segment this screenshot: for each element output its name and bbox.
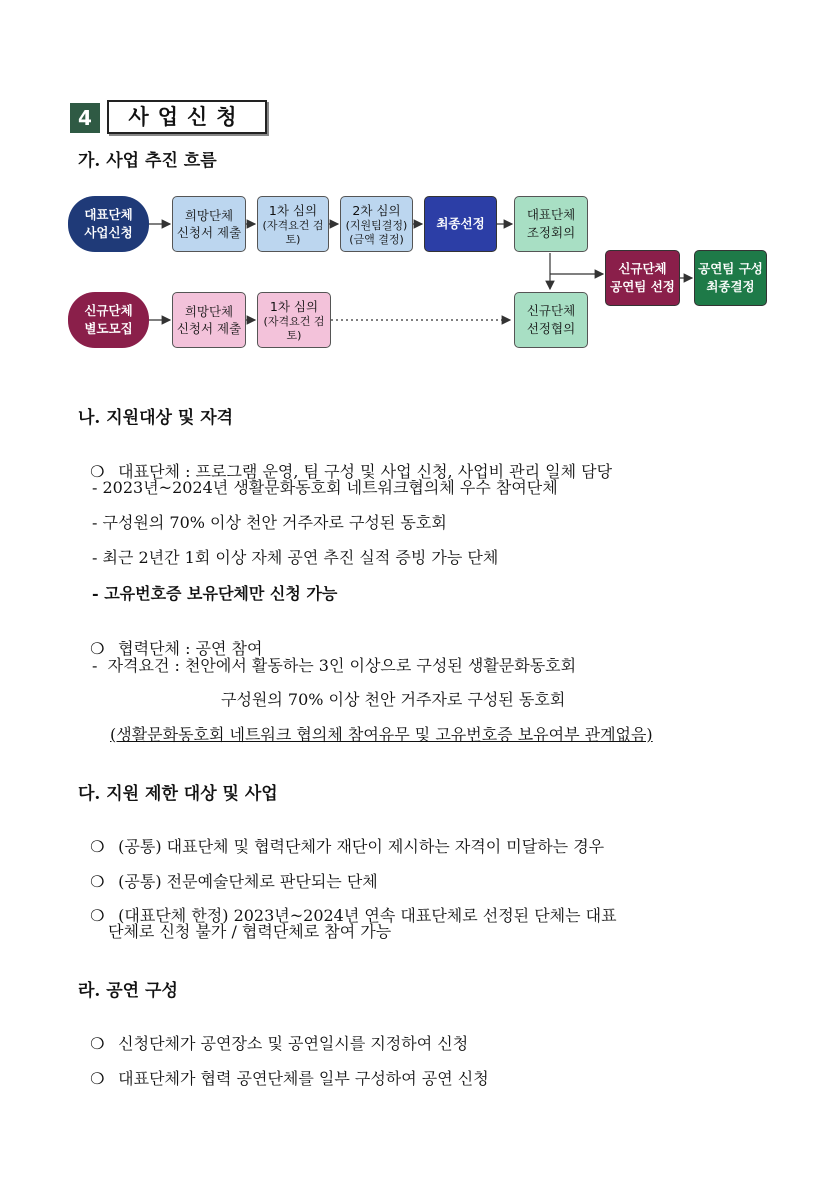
circle-bullet-icon: ❍ (90, 462, 105, 481)
circle-bullet-icon: ❍ (90, 639, 105, 658)
node-rep-meeting: 대표단체 조정회의 (514, 196, 588, 252)
node-review-1-sub: (자격요건 검토) (262, 218, 324, 246)
heading-flow: 가. 사업 추진 흐름 (78, 151, 217, 171)
section-title: 사업신청 (107, 100, 267, 134)
list-item-continued: 단체로 신청 불가 / 협력단체로 참여 가능 (108, 922, 392, 941)
circle-bullet-icon: ❍ (90, 1069, 105, 1088)
node-review-3-sub: (자격요건 검토) (263, 314, 325, 342)
list-subitem-continued: 구성원의 70% 이상 천안 거주자로 구성된 동호회 (221, 690, 566, 709)
list-subitem: - 자격요건 : 천안에서 활동하는 3인 이상으로 구성된 생활문화동호회 (92, 656, 577, 675)
heading-restrictions: 다. 지원 제한 대상 및 사업 (78, 784, 278, 804)
list-subitem: - 최근 2년간 1회 이상 자체 공연 추진 실적 증빙 가능 단체 (92, 548, 499, 567)
list-subitem: - 구성원의 70% 이상 천안 거주자로 구성된 동호회 (92, 513, 447, 532)
node-new-team: 신규단체 공연팀 선정 (605, 250, 680, 306)
list-subitem-emphasis: - 고유번호증 보유단체만 신청 가능 (92, 584, 338, 603)
circle-bullet-icon: ❍ (90, 906, 105, 925)
list-item (80, 1047, 489, 1089)
node-review-1 (257, 196, 329, 252)
node-final-select: 최종선정 (424, 196, 497, 252)
note-underlined: (생활문화동호회 네트워크 협의체 참여유무 및 고유번호증 보유여부 관계없음) (110, 725, 653, 744)
list-item-text: (대표단체 한정) 2023년~2024년 연속 대표단체로 선정된 단체는 대표 (118, 906, 617, 925)
node-apply-rep: 희망단체 신청서 제출 (172, 196, 246, 252)
list-item-text: 대표단체 : 프로그램 운영, 팀 구성 및 사업 신청, 사업비 관리 일체 담당 (118, 462, 613, 481)
node-review-2-title: 2차 심의 (352, 202, 401, 218)
list-item-text: (공통) 대표단체 및 협력단체가 재단이 제시하는 자격이 미달하는 경우 (118, 837, 605, 856)
list-item-text: 협력단체 : 공연 참여 (118, 639, 263, 658)
node-review-1-title: 1차 심의 (268, 202, 318, 218)
node-review-3-title: 1차 심의 (269, 298, 319, 314)
list-item-text: 신청단체가 공연장소 및 공연일시를 지정하여 신청 (118, 1034, 469, 1053)
section-number: 4 (70, 103, 100, 133)
node-review-2-sub: (지원팀결정) (금액 결정) (345, 218, 408, 246)
node-review-2 (340, 196, 413, 252)
list-item-text: 대표단체가 협력 공연단체를 일부 구성하여 공연 신청 (118, 1069, 489, 1088)
node-new-start: 신규단체 별도모집 (68, 292, 149, 348)
circle-bullet-icon: ❍ (90, 872, 105, 891)
heading-performance: 라. 공연 구성 (78, 981, 178, 1001)
circle-bullet-icon: ❍ (90, 837, 105, 856)
node-rep-start: 대표단체 사업신청 (68, 196, 149, 252)
list-item-text: (공통) 전문예술단체로 판단되는 단체 (118, 872, 378, 891)
circle-bullet-icon: ❍ (90, 1034, 105, 1053)
node-review-3 (257, 292, 331, 348)
list-subitem: - 2023년~2024년 생활문화동호회 네트워크협의체 우수 참여단체 (92, 478, 558, 497)
heading-eligibility: 나. 지원대상 및 자격 (78, 408, 234, 428)
node-final-decision: 공연팀 구성 최종결정 (694, 250, 767, 306)
node-new-meeting: 신규단체 선정협의 (514, 292, 588, 348)
node-apply-new: 희망단체 신청서 제출 (172, 292, 246, 348)
